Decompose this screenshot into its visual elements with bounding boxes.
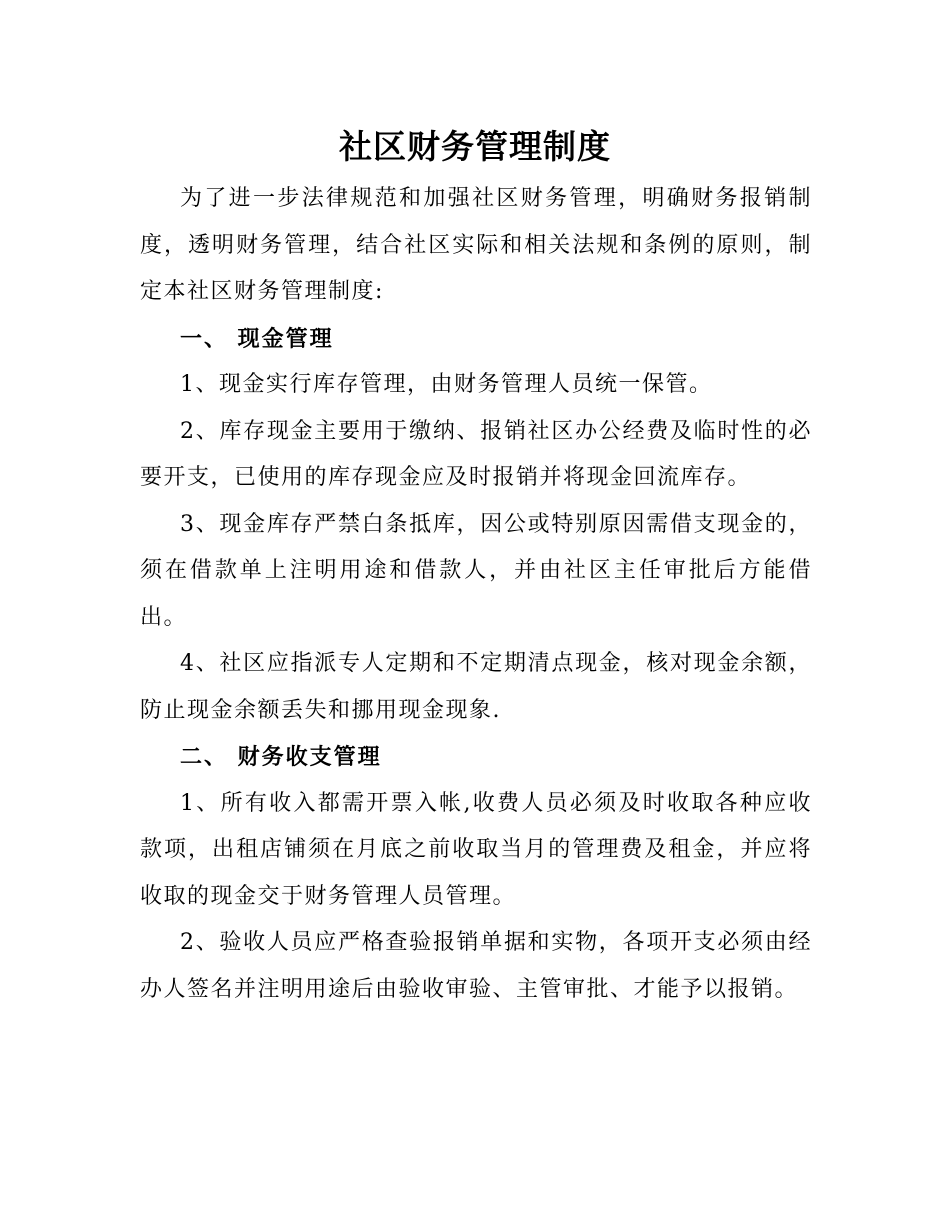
intro-paragraph: 为了进一步法律规范和加强社区财务管理，明确财务报销制度，透明财务管理，结合社区实际和相关法规和条例的原则，制定本社区财务管理制度:	[140, 186, 812, 304]
document-body	[140, 176, 812, 1013]
section-heading-finance: 二、 财务收支管理	[180, 744, 382, 770]
section-heading-cash: 一、 现金管理	[180, 325, 334, 352]
paragraph: 2、验收人员应严格查验报销单据和实物，各项开支必须由经办人签名并注明用途后由验收审验、主管审批、才能予以报销。	[140, 930, 812, 1002]
paragraph: 1、现金实行库存管理，由财务管理人员统一保管。	[180, 372, 713, 397]
document-title: 社区财务管理制度	[339, 127, 611, 166]
paragraph: 3、现金库存严禁白条抵库，因公或特别原因需借支现金的，须在借款单上注明用途和借款人，并由社区主任审批后方能借出。	[140, 511, 812, 630]
paragraph: 4、社区应指派专人定期和不定期清点现金，核对现金余额，防止现金余额丢失和挪用现金现象.	[140, 651, 812, 723]
paragraph: 1、所有收入都需开票入帐,收费人员必须及时收取各种应收款项，出租店铺须在月底之前收取当月的管理费及租金，并应将收取的现金交于财务管理人员管理。	[140, 790, 812, 909]
paragraph: 2、库存现金主要用于缴纳、报销社区办公经费及临时性的必要开支，已使用的库存现金应及时报销并将现金回流库存。	[140, 418, 812, 490]
